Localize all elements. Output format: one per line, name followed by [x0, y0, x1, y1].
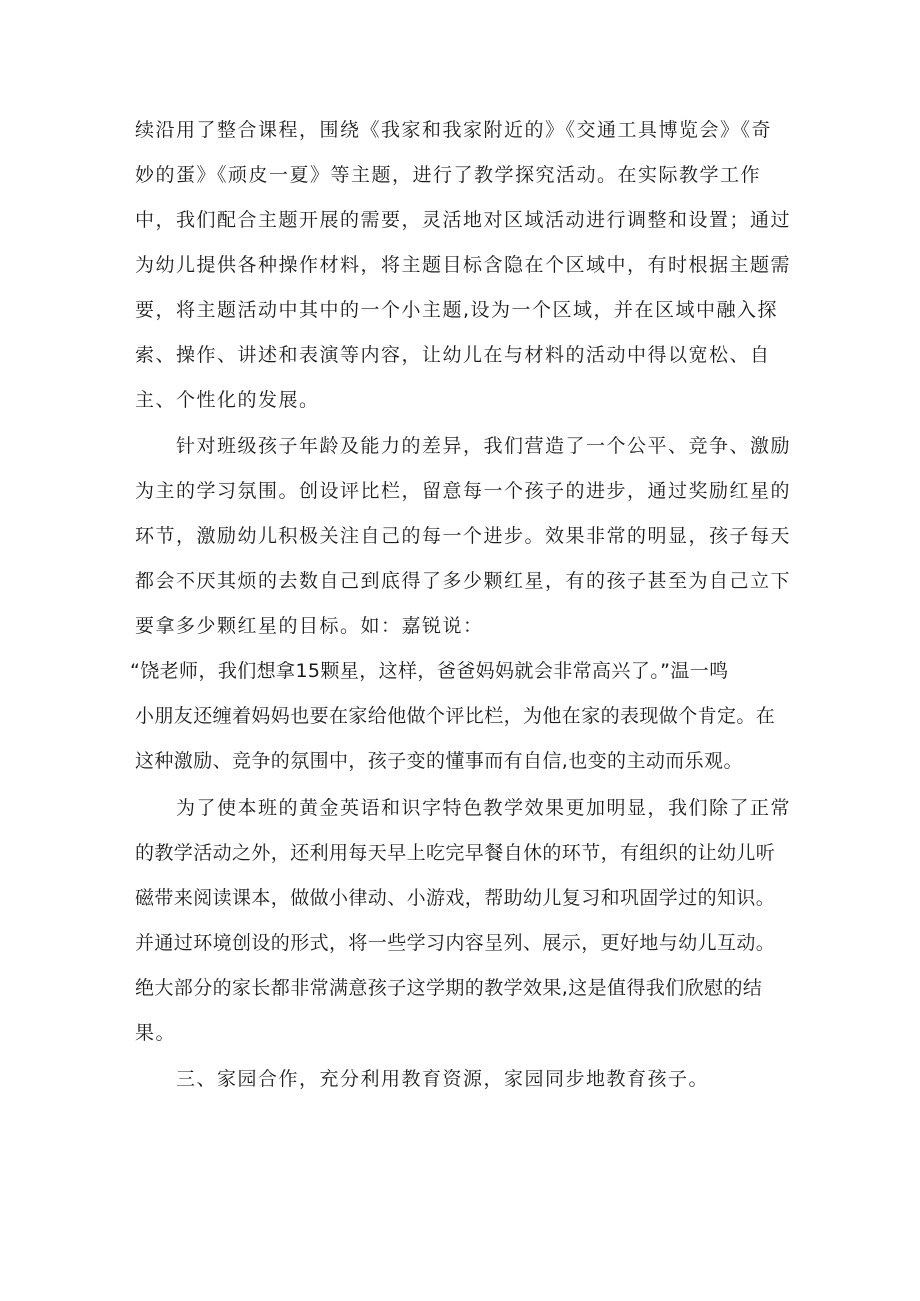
- paragraph-3-line-2: 的教学活动之外，还利用每天早上吃完早餐自休的环节，有组织的让幼儿听: [135, 842, 776, 864]
- paragraph-3-line-6: 果。: [135, 1022, 177, 1044]
- paragraph-1-line-1: 续沿用了整合课程，围绕《我家和我家附近的》《交通工具博览会》《奇: [135, 119, 773, 141]
- paragraph-2-line-8: 这种激励、竞争的氛围中，孩子变的懂事而有自信,也变的主动而乐观。: [135, 750, 743, 772]
- paragraph-3-line-3: 磁带来阅读课本，做做小律动、小游戏，帮助幼儿复习和巩固学过的知识。: [135, 887, 776, 909]
- paragraph-3-line-4: 并通过环境创设的形式，将一些学习内容呈列、展示，更好地与幼儿互动。: [135, 932, 776, 954]
- paragraph-3-line-1: 为了使本班的黄金英语和识字特色教学效果更加明显，我们除了正常: [176, 797, 792, 819]
- paragraph-1-line-7: 主、个性化的发展。: [135, 389, 320, 411]
- paragraph-2-line-6: “饶老师，我们想拿15颗星，这样，爸爸妈妈就会非常高兴了。”温一鸣: [130, 660, 729, 682]
- paragraph-3-line-5: 绝大部分的家长都非常满意孩子这学期的教学效果,这是值得我们欣慰的结: [135, 977, 763, 999]
- paragraph-1-line-4: 为幼儿提供各种操作材料，将主题目标含隐在个区域中，有时根据主题需: [135, 254, 792, 276]
- paragraph-2-line-1: 针对班级孩子年龄及能力的差异，我们营造了一个公平、竞争、激励: [176, 435, 792, 457]
- paragraph-2-line-3: 环节，激励幼儿积极关注自己的每一个进步。效果非常的明显，孩子每天: [135, 525, 792, 547]
- section-heading-home-school-cooperation: 三、家园合作，充分利用教育资源，家园同步地教育孩子。: [176, 1068, 710, 1090]
- paragraph-2-line-5: 要拿多少颗红星的目标。如：嘉锐说：: [135, 615, 484, 637]
- paragraph-2-line-7: 小朋友还缠着妈妈也要在家给他做个评比栏，为他在家的表现做个肯定。在: [135, 705, 776, 727]
- paragraph-1-line-5: 要，将主题活动中其中的一个小主题,设为一个区域，并在区域中融入探: [135, 299, 779, 321]
- paragraph-1-line-2: 妙的蛋》《顽皮一夏》等主题，进行了教学探究活动。在实际教学工作: [135, 164, 762, 186]
- paragraph-1-line-6: 索、操作、讲述和表演等内容，让幼儿在与材料的活动中得以宽松、自: [135, 344, 771, 366]
- paragraph-2-line-4: 都会不厌其烦的去数自己到底得了多少颗红星，有的孩子甚至为自己立下: [135, 570, 792, 592]
- paragraph-2-line-2: 为主的学习氛围。创设评比栏，留意每一个孩子的进步，通过奖励红星的: [135, 480, 792, 502]
- paragraph-1-line-3: 中，我们配合主题开展的需要，灵活地对区域活动进行调整和设置；通过: [135, 209, 792, 231]
